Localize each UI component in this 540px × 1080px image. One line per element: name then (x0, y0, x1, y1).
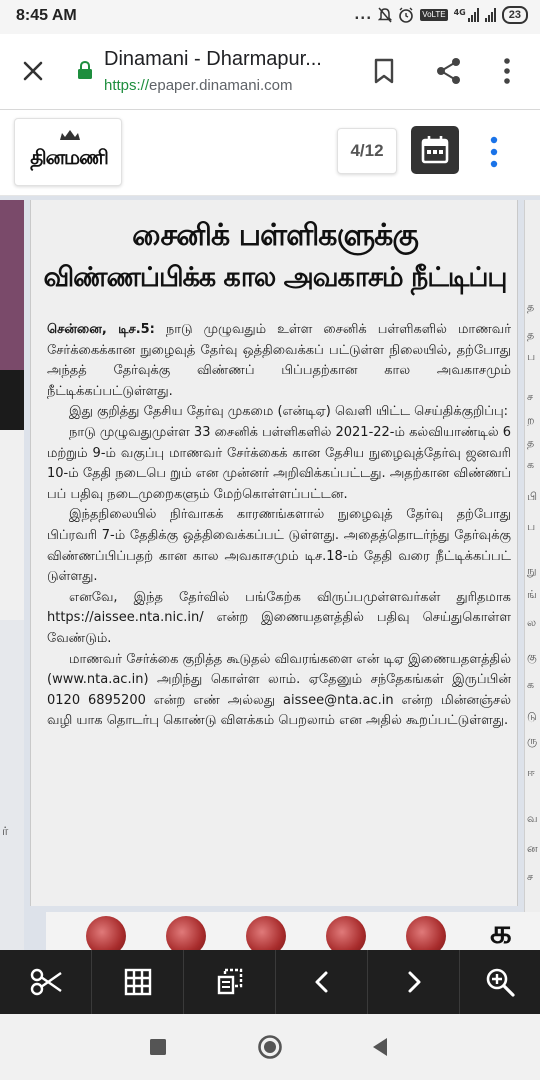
right-fragment: ஈ (527, 766, 535, 779)
chevron-right-icon (402, 967, 426, 997)
news-article[interactable] (30, 200, 518, 906)
right-fragment: டு (527, 710, 537, 723)
home-icon (257, 1034, 283, 1060)
back-button[interactable] (365, 1032, 395, 1062)
dateline: சென்னை, டிச.5: (47, 322, 155, 337)
ad-heading-fragment: க (490, 912, 512, 950)
page-counter[interactable]: 4/12 (337, 128, 397, 174)
alarm-icon (398, 7, 414, 23)
more-vert-icon[interactable] (496, 56, 518, 86)
virus-image (166, 916, 206, 950)
lock-icon (77, 61, 93, 79)
close-icon[interactable] (18, 56, 48, 86)
article-body (47, 320, 511, 732)
notification-dots: ... (354, 7, 373, 23)
article-view-button[interactable] (184, 950, 276, 1014)
headline-line-2: விண்ணப்பிக்க கால அவகாசம் நீட்டிப்பு (43, 262, 507, 293)
article-headline (39, 216, 511, 300)
system-nav-bar (0, 1014, 540, 1080)
url-scheme: https:// (104, 77, 150, 94)
next-page-button[interactable] (368, 950, 460, 1014)
chevron-left-icon (310, 967, 334, 997)
right-fragment: க (527, 458, 535, 471)
share-icon[interactable] (434, 56, 464, 86)
adjacent-column-left (0, 200, 24, 950)
paragraph-1: நாடு முழுவதும் உள்ள சைனிக் பள்ளிகளில் மாணவர் சேர்க்கைக்கான நுழைவுத் தேர்வு ஒத்திவைக்கப் பட்டுள்ள நிலையில், தற்போது அந்தத் தேர்வுக்கு விண்ணப் பிப்பதற்கான கால அவகாசமும் நீட்டிக்கப்பட்டுள்ளது. (47, 322, 511, 399)
bookmark-icon[interactable] (370, 56, 398, 86)
article-view-icon (215, 967, 245, 997)
advertisement-strip[interactable] (46, 912, 540, 950)
adjacent-column-right (524, 200, 540, 950)
paragraph-2: இது குறித்து தேசிய தேர்வு முகமை (என்டிஏ) வெளி யிட்ட செய்திக்குறிப்பு: (69, 404, 508, 420)
status-bar (0, 0, 540, 34)
url-host: epaper.dinamani.com (149, 77, 293, 94)
status-time: 8:45 AM (16, 7, 77, 24)
calendar-icon (411, 126, 459, 174)
right-fragment: ரு (527, 734, 538, 747)
browser-header (0, 34, 540, 110)
epaper-toolbar (0, 110, 540, 196)
right-fragment: ல (527, 616, 537, 629)
back-icon (371, 1037, 389, 1057)
previous-page-button[interactable] (276, 950, 368, 1014)
epaper-page-view[interactable] (0, 196, 540, 950)
more-vert-icon[interactable] (484, 134, 504, 170)
paragraph-3: நாடு முழுவதுமுள்ள 33 சைனிக் பள்ளிகளில் 2021-22-ம் கல்வியாண்டில் 6 மற்றும் 9-ம் வகுப்பு மாணவர் சேர்க்கைக் கான தேசிய நுழைவுத்தேர்வு ஜனவரி 10-ம் தேதி நடைபெ றும் என முன்னர் அறிவிக்கப்பட்டது. அதற்கான விண்ணப் பப் பதிவு நடைமுறைகளும் மேற்கொள்ளப்பட்டன. (47, 424, 512, 502)
right-fragment: வ (527, 812, 538, 825)
right-fragment: ங் (527, 588, 537, 601)
signal-4g-icon (454, 8, 479, 22)
virus-image (86, 916, 126, 950)
virus-image (326, 916, 366, 950)
virus-image (246, 916, 286, 950)
virus-image (406, 916, 446, 950)
logo-emblem-icon (59, 129, 81, 141)
paragraph-4: இந்தநிலையில் நிர்வாகக் காரணங்களால் நுழைவுத் தேர்வு தற்போது பிப்ரவரி 7-ம் தேதிக்கு ஒத்திவைக்கப்பட் டுள்ளது. அதைத்தொடர்ந்து தேர்வுக்கு விண்ணப்பிப்பதற் கான கால அவகாசமும் டிச.18-ம் தேதி வரை நீட்டிக்கப்பட் டுள்ளது. (47, 507, 511, 585)
epaper-tool-bar (0, 950, 540, 1014)
calendar-button[interactable] (411, 126, 459, 174)
page-url[interactable] (104, 77, 292, 94)
grid-icon (123, 967, 153, 997)
zoom-in-icon (484, 966, 516, 998)
page-title: Dinamani - Dharmapur... (104, 48, 322, 70)
right-fragment: ற (527, 414, 535, 427)
status-icons (354, 6, 528, 24)
right-fragment: ச (527, 870, 534, 883)
left-fragment: ர் (2, 824, 9, 838)
right-fragment: ன (527, 842, 538, 855)
right-fragment: க (527, 678, 535, 691)
right-fragment: த (527, 436, 535, 449)
paragraph-5: எனவே, இந்த தேர்வில் பங்கேற்க விருப்பமுள்ளவர்கள் துரிதமாக https://aissee.nta.nic.in/ என்ற இணையதளத்தில் பதிவு செய்துகொள்ள வேண்டும். (47, 589, 511, 646)
battery-icon: 23 (502, 6, 528, 24)
right-fragment: நு (527, 564, 537, 577)
right-fragment: த (527, 300, 535, 313)
recents-icon (149, 1038, 167, 1056)
clip-button[interactable] (0, 950, 92, 1014)
signal-icon (485, 8, 496, 22)
thumbnails-button[interactable] (92, 950, 184, 1014)
mute-icon (378, 7, 392, 23)
recents-button[interactable] (143, 1032, 173, 1062)
zoom-button[interactable] (460, 950, 540, 1014)
right-fragment: கு (527, 650, 537, 663)
volte-icon: VoLTE (422, 10, 446, 19)
network-type: 4G (453, 8, 466, 17)
right-fragment: ச (527, 390, 534, 403)
dinamani-logo[interactable] (14, 118, 122, 186)
paragraph-6: மாணவர் சேர்க்கை குறித்த கூடுதல் விவரங்களை என் டிஏ இணையதளத்தில் (www.nta.ac.in) அறிந்து கொள்ள லாம். ஏதேனும் சந்தேகங்கள் இருப்பின் 0120 6895200 என்ற எண் அல்லது aissee@nta.ac.in என்ற மின்னஞ்சல் வழி யாக தொடர்பு கொண்டு விளக்கம் பெறலாம் என அதில் கூறப்பட்டுள்ளது. (47, 651, 511, 729)
logo-text: தினமணி (30, 145, 108, 169)
right-fragment: பி (527, 490, 538, 503)
scissors-icon (29, 967, 63, 997)
right-fragment: ப (527, 350, 536, 363)
right-fragment: ப (527, 520, 536, 533)
headline-line-1: சைனிக் பள்ளிகளுக்கு (132, 218, 418, 253)
home-button[interactable] (255, 1032, 285, 1062)
right-fragment: த (527, 328, 535, 341)
